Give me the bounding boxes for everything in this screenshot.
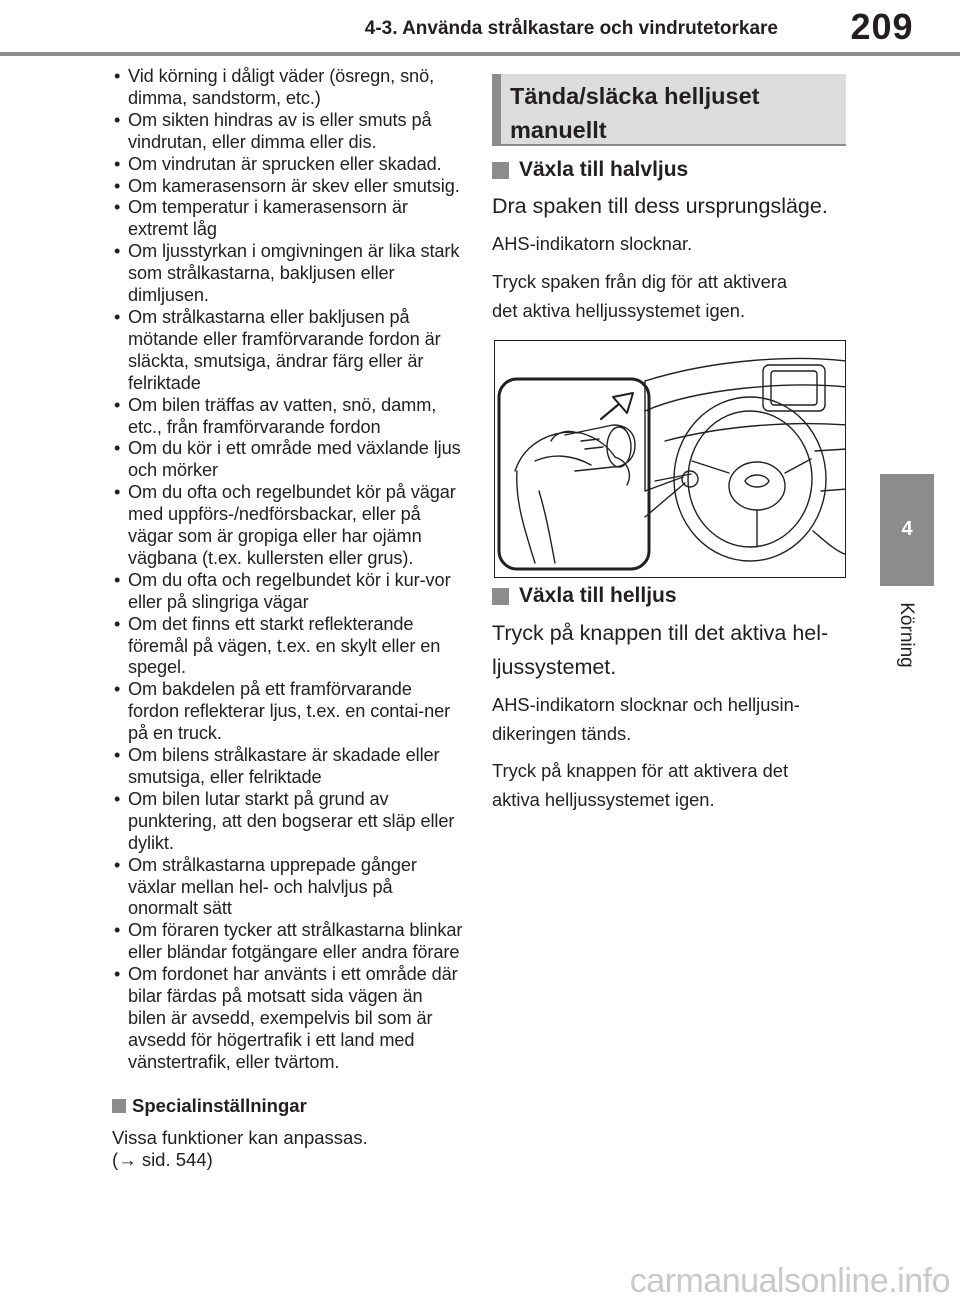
arrow-right-icon: → (118, 1148, 137, 1170)
chapter-label (884, 590, 928, 680)
list-item: • Om du kör i ett område med växlande ljus och mörker (112, 438, 464, 482)
section-title-box (492, 74, 846, 146)
low-beam-heading (492, 158, 846, 182)
chapter-number: 4 (901, 518, 913, 540)
page-number: 209 (850, 6, 914, 47)
list-item: • Om kamerasensorn är skev eller smutsig. (112, 176, 464, 198)
high-beam-note: aktiva helljussystemet igen. (492, 789, 715, 810)
lever-illustration (494, 340, 846, 578)
page-reference-text: sid. 544 (141, 1148, 207, 1170)
low-beam-note: Tryck spaken från dig för att aktivera (492, 271, 787, 292)
list-item: • Om vindrutan är sprucken eller skadad. (112, 154, 464, 176)
square-bullet-icon (112, 1099, 126, 1113)
square-bullet-icon (492, 588, 509, 605)
running-header: 4-3. Använda strålkastare och vindrutetorkare (364, 18, 778, 39)
high-beam-instruction: Tryck på knappen till det aktiva hel- (492, 621, 829, 645)
right-column-lower (492, 584, 846, 814)
watermark: carmanualsonline.info (629, 1262, 950, 1300)
list-item: • Om det finns ett starkt reflekterande föremål på vägen, t.ex. en skylt eller en spegel. (112, 614, 464, 680)
high-beam-heading (492, 584, 846, 608)
high-beam-instruction: ljussystemet. (492, 655, 617, 679)
low-beam-instruction: Dra spaken till dess ursprungsläge. (492, 194, 828, 218)
list-item: • Om fordonet har använts i ett område där bilar färdas på motsatt sida vägen än bilen är avsedd, exempelvis bil som är avsedd för högertrafik i ett land med vänstertrafik, eller tvärtom. (112, 964, 464, 1074)
list-item: • Om föraren tycker att strålkastarna blinkar eller bländar fotgängare eller andra förare (112, 920, 464, 964)
right-column (492, 74, 846, 325)
special-settings-line: Vissa funktioner kan anpassas. (112, 1126, 368, 1148)
list-item: • Om du ofta och regelbundet kör på vägar med uppförs-/nedförsbackar, eller på vägar som är gropiga eller har ojämn vägbana (t.ex. kullersten eller grus). (112, 482, 464, 570)
list-item: • Om bilen lutar starkt på grund av punktering, att den bogserar ett släp eller dylikt. (112, 789, 464, 855)
low-beam-heading-text: Växla till halvljus (519, 158, 689, 181)
list-item: • Om du ofta och regelbundet kör i kur-vor eller på slingriga vägar (112, 570, 464, 614)
special-settings-heading (112, 1095, 464, 1117)
square-bullet-icon (492, 162, 509, 179)
list-item: • Om ljusstyrkan i omgivningen är lika stark som strålkastarna, bakljusen eller dimljusen. (112, 241, 464, 307)
section-title-line: Tända/släcka helljuset (510, 83, 760, 109)
list-item: • Om bilens strålkastare är skadade eller smutsiga, eller felriktade (112, 745, 464, 789)
high-beam-note: dikeringen tänds. (492, 723, 632, 744)
special-settings-heading-text: Specialinställningar (132, 1094, 307, 1116)
list-item: • Vid körning i dåligt väder (ösregn, snö, dimma, sandstorm, etc.) (112, 66, 464, 110)
left-column (112, 66, 464, 1171)
special-settings-text (112, 1127, 464, 1171)
list-item: • Om sikten hindras av is eller smuts på vindrutan, eller dimma eller dis. (112, 110, 464, 154)
high-beam-note: Tryck på knappen för att aktivera det (492, 760, 789, 781)
chapter-label-text: Körning (896, 602, 917, 668)
low-beam-note: det aktiva helljussystemet igen. (492, 300, 746, 321)
list-item: • Om bilen träffas av vatten, snö, damm, etc., från framförvarande fordon (112, 395, 464, 439)
section-title-line: manuellt (510, 117, 607, 143)
list-item: • Om temperatur i kamerasensorn är extremt låg (112, 197, 464, 241)
high-beam-heading-text: Växla till helljus (519, 584, 677, 607)
high-beam-note: AHS-indikatorn slocknar och helljusin- (492, 694, 800, 715)
condition-list (112, 66, 464, 1074)
low-beam-note: AHS-indikatorn slocknar. (492, 233, 693, 254)
list-item: • Om strålkastarna eller bakljusen på mötande eller framförvarande fordon är släckta, smutsiga, ändrar färg eller är felriktade (112, 307, 464, 395)
steering-wheel-lever-drawing (495, 341, 846, 578)
list-item: • Om strålkastarna upprepade gånger växlar mellan hel- och halvljus på onormalt sätt (112, 855, 464, 921)
list-item: • Om bakdelen på ett framförvarande fordon reflekterar ljus, t.ex. en contai-ner på en truck. (112, 679, 464, 745)
header-rule (0, 52, 960, 56)
page-reference[interactable]: (→ sid. 544) (112, 1148, 213, 1170)
